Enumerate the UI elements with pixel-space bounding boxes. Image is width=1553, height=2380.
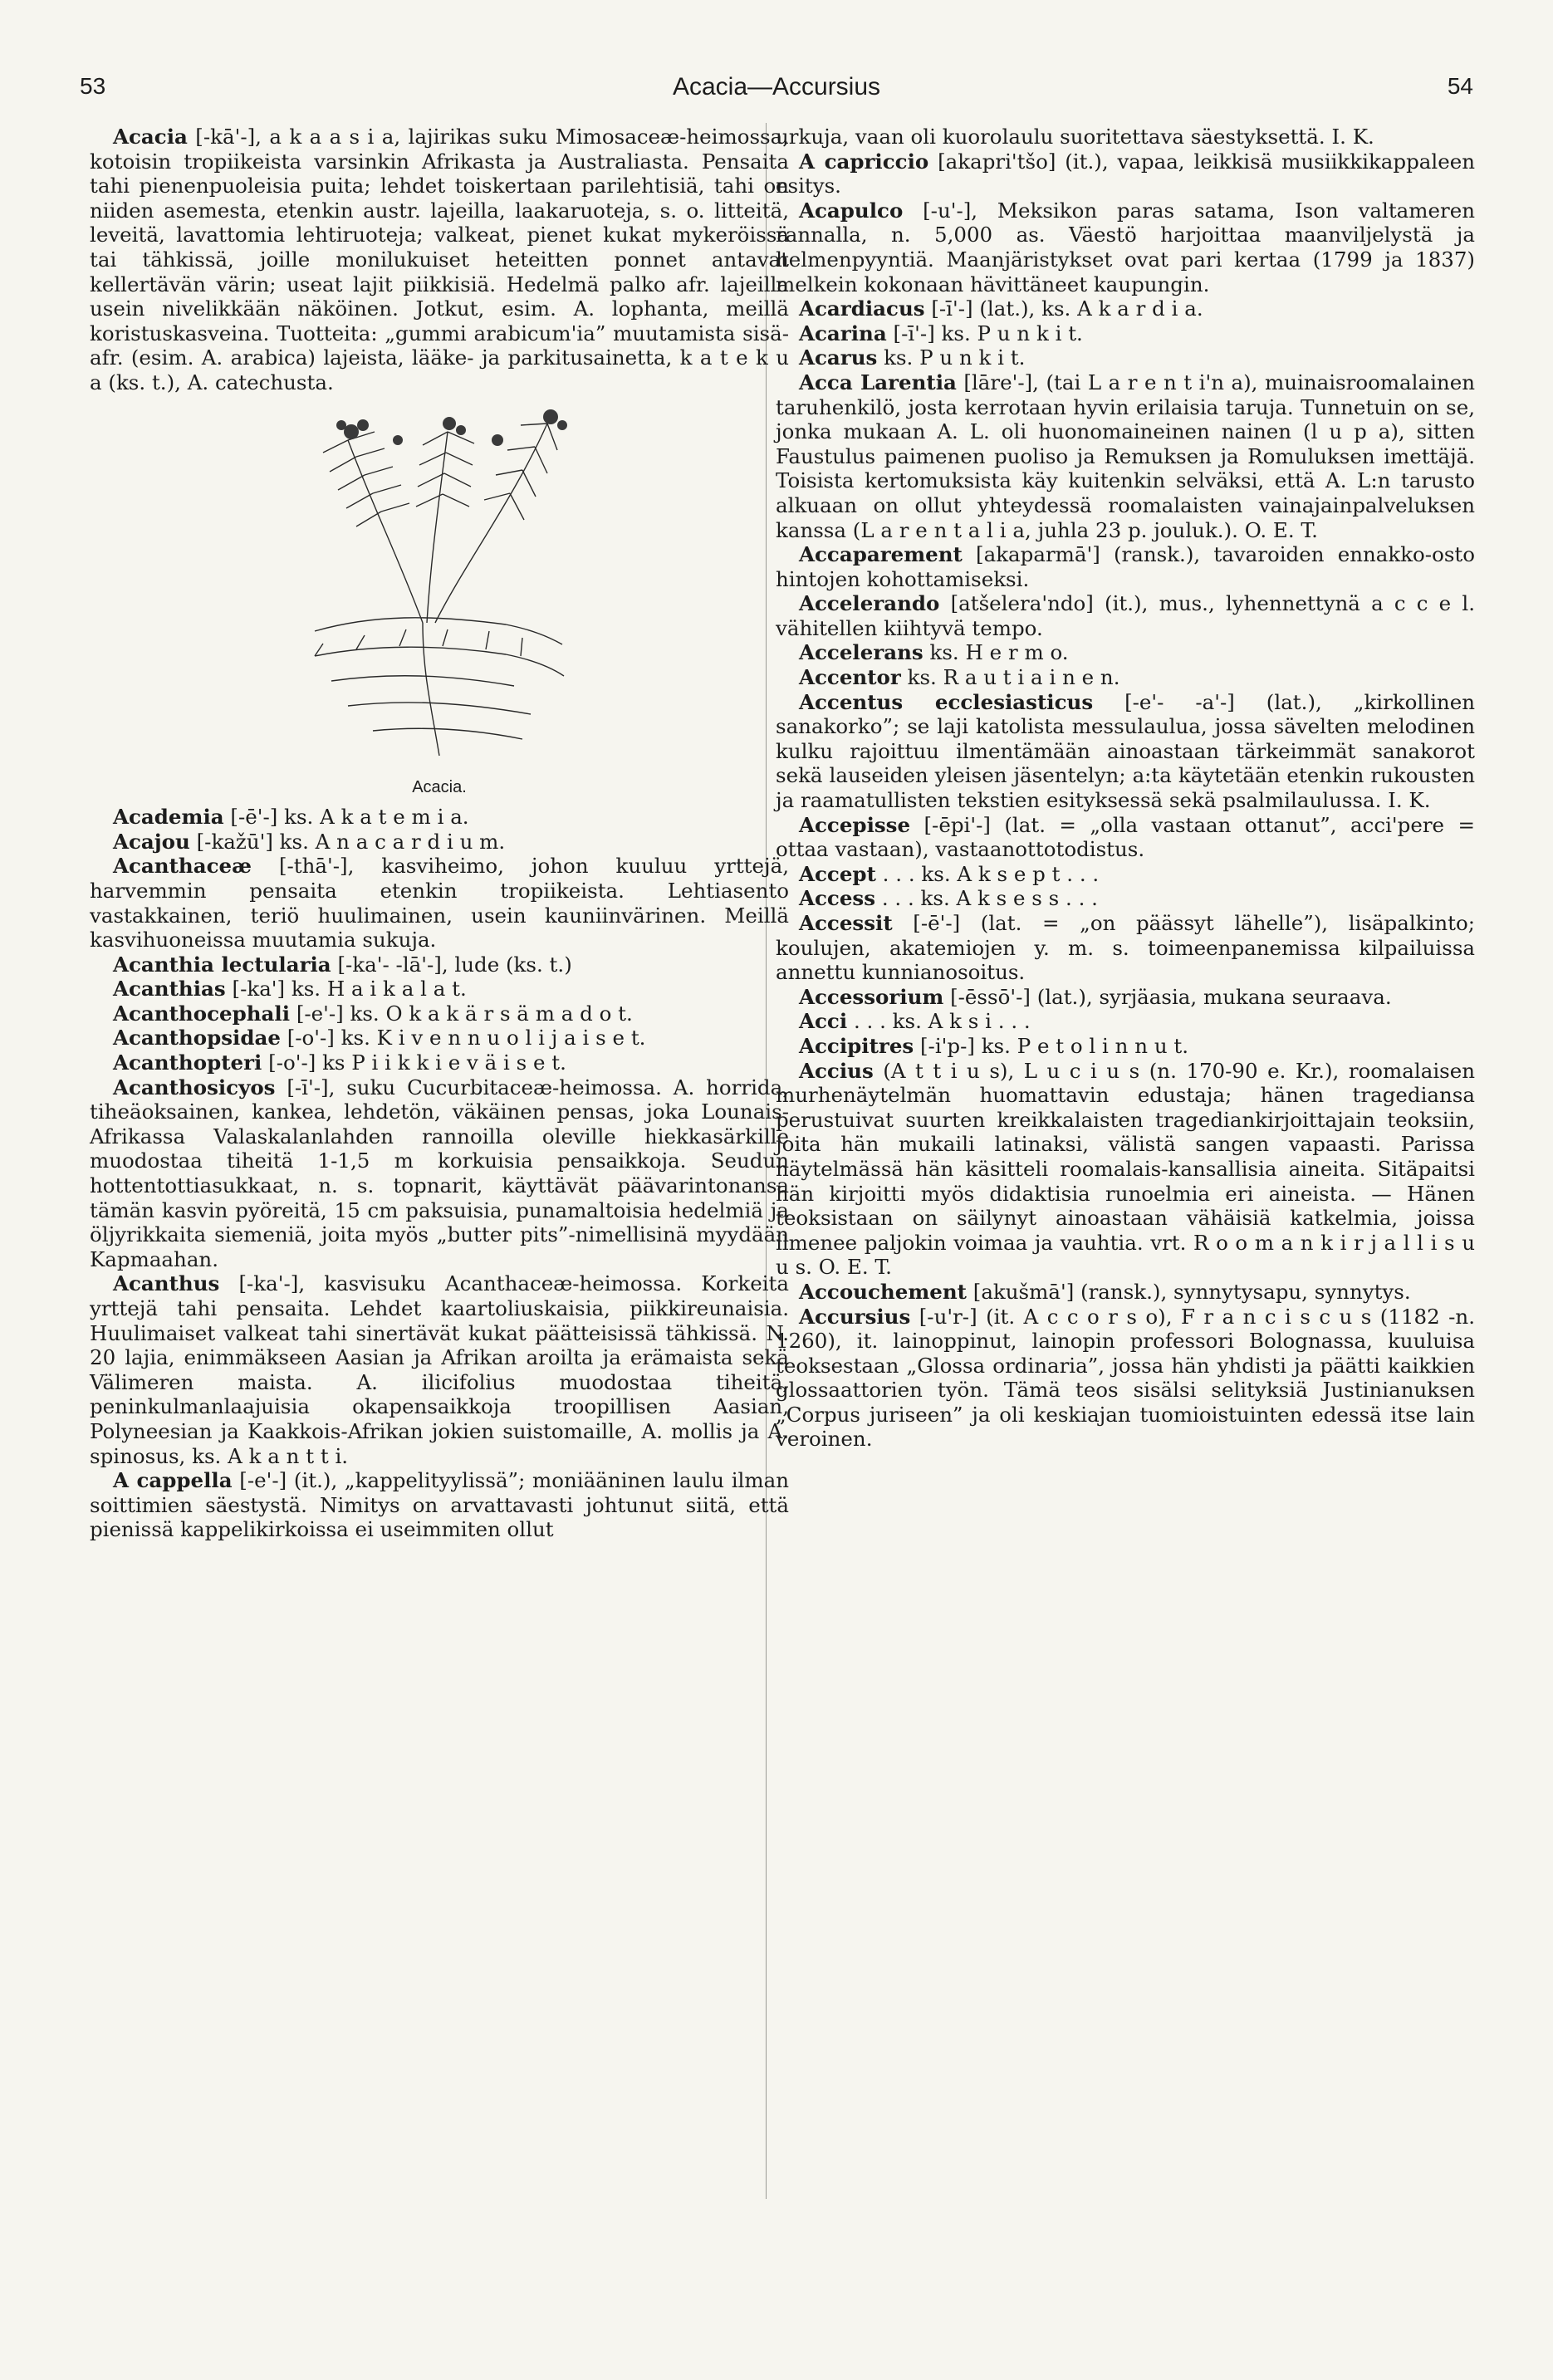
figure-caption: Acacia. — [412, 777, 467, 796]
entry-4: Acanthia lectularia [-ka'- -lā'-], lude (ks. t.) — [113, 952, 572, 977]
running-title: Acacia—Accursius — [672, 73, 881, 100]
entry-r21: Accursius [-u'r-] (it. A c c o r s o), F r a n c i s c u s (1182 -n. 1260), it. lainoppinut, lainopin professori Bolognassa, kuuluisa teoksestaan „Glossa ordinaria”, jossa hän yhdisti ja päätti kaikkien glossaattorien työn. Tämä teos sisälsi selityksiä Justinianuksen „Corpus juriseen” ja oli keskiajan tuomioistuinten edessä itse lain veroinen. — [776, 1304, 1475, 1452]
entry-r6: Acca Larentia [lāre'-], (tai L a r e n t i'n a), muinaisroomalainen taruhenkilö, josta kerrotaan hyvin erilaisia taruja. Tunnetuin on se, jonka mukaan A. L. oli huonomaineinen nainen (l u p a), sitten Faustulus paimenen puoliso ja Remuksen ja Romuluksen imettäjä. Toisista kertomuksista käy kuitenkin selväksi, että A. L:n tarusto alkuaan on ollut yhteydessä roomalaisten vainajainpalveluksen kanssa (L a r e n t a l i a, juhla 23 p. jouluk.). O. E. T. — [776, 370, 1475, 542]
entry-r16: Accessorium [-ēssō'-] (lat.), syrjäasia, mukana seuraava. — [799, 984, 1392, 1009]
entry-11: A cappella [-e'-] (it.), „kappelityylissä”; moniääninen laulu ilman soittimien säestystä. Nimitys on arvattavasti johtunut siitä, että pienissä kappelikirkoissa ei useimmiten ollut — [90, 1468, 790, 1542]
entry-3: Acanthaceæ [-thā'-], kasviheimo, johon kuuluu yrttejä, harvemmin pensaita etenkin tropiikeista. Lehtiasento vastakkainen, teriö huulimainen, usein kauniinvärinen. Meillä kasvihuoneissa muutamia sukuja. — [90, 854, 789, 952]
entry-7: Acanthopsidae [-o'-] ks. K i v e n n u o l i j a i s e t. — [113, 1026, 646, 1050]
page-header — [80, 73, 1473, 110]
entry-2: Acajou [-kažū'] ks. A n a c a r d i u m. — [113, 829, 506, 854]
entry-r15: Accessit [-ē'-] (lat. = „on päässyt lähelle”), lisäpalkinto; koulujen, akatemiojen y. m. s. toimeenpanemissa kilpailuissa annettu kunnianosoitus. — [776, 911, 1475, 985]
entry-r9: Accelerans ks. H e r m o. — [799, 640, 1069, 665]
entry-r14: Access . . . ks. A k s e s s . . . — [799, 886, 1098, 911]
entry-1: Academia [-ē'-] ks. A k a t e m i a. — [113, 805, 469, 830]
right-column — [776, 125, 1475, 1452]
entry-5: Acanthias [-ka'] ks. H a i k a l a t. — [113, 977, 467, 1001]
entry-r0: urkuja, vaan oli kuorolaulu suoritettava säestyksettä. I. K. — [776, 125, 1374, 149]
entry-8: Acanthopteri [-o'-] ks P i i k k i e v ä i s e t. — [113, 1050, 566, 1075]
entry-r13: Accept . . . ks. A k s e p t . . . — [799, 861, 1100, 886]
entry-r20: Accouchement [akušmā'] (ransk.), synnytysapu, synnytys. — [799, 1279, 1411, 1304]
entry-9: Acanthosicyos [-ī'-], suku Cucurbitaceæ-heimossa. A. horrida, tiheäoksainen, kankea, lehdetön, väkäinen pensas, joka Lounais-Afrikassa Valaskalanlahden rannoilla oleville hiekkasärkille muodostaa tiheitä 1-1,5 m korkuisia pensaikkoja. Seudun hottentottiasukkaat, n. s. topnarit, käyttävät päävarintonansa tämän kasvin pyöreitä, 15 cm paksuisia, punamaltoisia hedelmiä ja öljyrikkaita siemeniä, joita myös „butter pits”-nimellisinä myydään Kapmaahan. — [90, 1075, 789, 1271]
entry-r18: Accipitres [-i'p-] ks. P e t o l i n n u t. — [799, 1033, 1189, 1058]
entry-0: Acacia [-kā'-], a k a a s i a, lajirikas suku Mimosaceæ-heimossa, kotoisin tropiikeista varsinkin Afrikasta ja Australiasta. Pensaita tahi pienenpuoleisia puita; lehdet toiskertaan parilehtisiä, tahi on niiden asemesta, etenkin austr. lajeilla, laakaruoteja, s. o. litteitä, leveitä, lavattomia lehtiruoteja; valkeat, pienet kukat mykeröissä tai tähkissä, joille monilukuiset heteitten ponnet antavat kellertävän värin; useat lajit piikkisiä. Hedelmä palko afr. lajeilla usein nivelikkään näköinen. Jotkut, esim. A. lophanta, meillä koristuskasveina. Tuotteita: „gummi arabicum'ia” muutamista sisä-afr. (esim. A. arabica) lajeista, lääke- ja parkitusainetta, k a t e k u a (ks. t.), A. catechusta. — [90, 125, 789, 394]
page-number-left: 53 — [80, 73, 106, 99]
left-column — [90, 125, 789, 1542]
entry-r12: Accepisse [-ēpi'-] (lat. = „olla vastaan ottanut”, acci'pere = ottaa vastaan), vastaanottotodistus. — [776, 812, 1475, 862]
acacia-illustration-icon — [298, 407, 581, 772]
entry-r17: Acci . . . ks. A k s i . . . — [799, 1009, 1031, 1034]
entry-r2: Acapulco [-u'-], Meksikon paras satama, Ison valtameren rannalla, n. 5,000 as. Väestö harjoittaa maanviljelystä ja helmenpyyntiä. Maanjäristykset ovat pari kertaa (1799 ja 1837) melkein kokonaan hävittäneet kaupungin. — [776, 198, 1475, 296]
entry-r10: Accentor ks. R a u t i a i n e n. — [799, 665, 1120, 690]
entry-r4: Acarina [-ī'-] ks. P u n k i t. — [799, 321, 1083, 345]
entry-r3: Acardiacus [-ī'-] (lat.), ks. A k a r d i a. — [799, 296, 1203, 321]
page-number-right: 54 — [1447, 73, 1473, 99]
entry-r11: Accentus ecclesiasticus [-e'- -a'-] (lat.), „kirkollinen sanakorko”; se laji katolista messulaulua, jossa sävelten melodinen kulku rajoittuu ilmentämään ainoastaan tärkeimmät sanakorot sekä lauseiden yleisen jäsentelyn; a:ta käytetään etenkin rukousten ja raamatullisten tekstien esityksessä sekä psalmilaulussa. I. K. — [776, 689, 1475, 813]
entry-10: Acanthus [-ka'-], kasvisuku Acanthaceæ-heimossa. Korkeita yrttejä tahi pensaita. Lehdet kaartoliuskaisia, piikkireunaisia. Huulimaiset valkeat tahi sinertävät kukat päätteisissä tähkissä. N. 20 lajia, enimmäkseen Aasian ja Afrikan aroilta ja erämaista sekä Välimeren maista. A. ilicifolius muodostaa tiheitä, peninkulmanlaajuisia okapensaikkoja troopillisen Aasian, Polyneesian ja Kaakkois-Afrikan jokien suistomaille, A. mollis ja A. spinosus, ks. A k a n t t i. — [90, 1271, 789, 1468]
entry-r8: Accelerando [atšelera'ndo] (it.), mus., lyhennettynä a c c e l. vähitellen kiihtyvä tempo. — [776, 591, 1475, 640]
acacia-figure — [90, 407, 789, 801]
entry-r5: Acarus ks. P u n k i t. — [799, 345, 1026, 370]
entry-r1: A capriccio [akapri'tšo] (it.), vapaa, leikkisä musiikkikappaleen esitys. — [776, 149, 1475, 198]
entry-r19: Accius (A t t i u s), L u c i u s (n. 170-90 e. Kr.), roomalaisen murhenäytelmän huomattavin edustaja; hänen tragediansa perustuivat suurten kreikkalaisten tragediankirjoittajain teoksiin, joita hän mukaili latinaksi, välistä sangen vapaasti. Parissa näytelmässä hän käsitteli roomalais-kansallisia aineita. Sitäpaitsi hän kirjoitti myös didaktisia runoelmia eri aineista. — Hänen teoksistaan on säilynyt ainoastaan vähäisiä katkelmia, joissa ilmenee paljokin voimaa ja vauhtia. vrt. R o o m a n k i r j a l l i s u u s. O. E. T. — [776, 1058, 1475, 1280]
entry-6: Acanthocephali [-e'-] ks. O k a k ä r s ä m a d o t. — [113, 1001, 633, 1026]
entry-r7: Accaparement [akaparmā'] (ransk.), tavaroiden ennakko-osto hintojen kohottamiseksi. — [776, 542, 1475, 591]
